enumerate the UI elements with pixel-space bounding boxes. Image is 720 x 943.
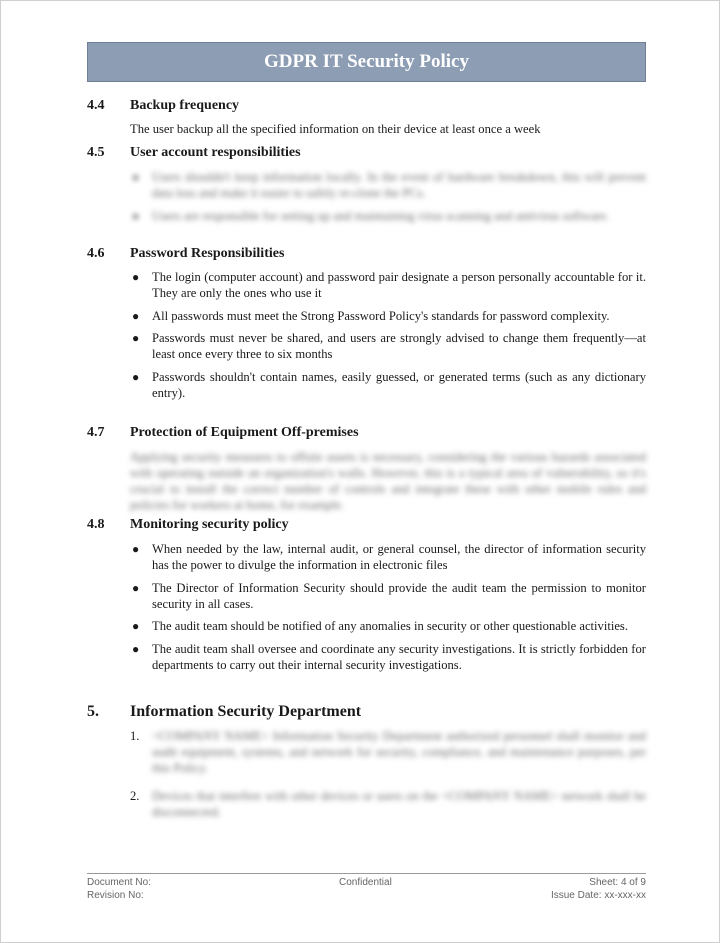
bullet-icon: ● [132, 542, 140, 556]
section-number: 4.6 [87, 246, 105, 261]
list-item: ● The login (computer account) and password pair designate a person personally accountable for it. They are only the ones who use it [132, 270, 646, 300]
list-item: 2. Devices that interfere with other devices or users on the <COMPANY NAME> network shall be disconnected. [130, 789, 646, 819]
list-item: ● Users shouldn't keep information locally. In the event of hardware breakdown, this will prevent data loss and make it easier to safely re-clone the PCs. [132, 170, 646, 200]
list-number: 2. [130, 789, 140, 803]
list-item: ● The Director of Information Security should provide the audit team the permission to monitor security in all cases. [132, 580, 646, 611]
footer-document-no: Document No: [87, 877, 151, 888]
bullet-icon: ● [132, 580, 140, 595]
section-title: User account responsibilities [130, 145, 301, 160]
section-number: 4.8 [87, 517, 105, 532]
footer-classification: Confidential [339, 877, 392, 888]
section-title: Monitoring security policy [130, 517, 289, 532]
footer-revision-no: Revision No: [87, 890, 144, 901]
list-item: ● The audit team shall oversee and coordinate any security investigations. It is strictly forbidden for departments to carry out their internal security investigations. [132, 641, 646, 672]
list-number: 1. [130, 729, 140, 743]
bullet-icon: ● [132, 331, 140, 345]
bullet-icon: ● [132, 208, 140, 223]
section-4-4-heading [87, 98, 239, 114]
document-title-banner [87, 42, 646, 82]
list-item: ● When needed by the law, internal audit, or general counsel, the director of information security has the power to divulge the information in electronic files [132, 542, 646, 572]
section-4-4-paragraph: The user backup all the specified information on their device at least once a week [130, 122, 541, 136]
bullet-icon: ● [132, 369, 140, 384]
section-title: Information Security Department [130, 703, 362, 720]
section-4-8-bullet-list [130, 541, 646, 679]
footer-issue-date: Issue Date: xx-xxx-xx [550, 890, 646, 901]
footer-sheet-number: Sheet: 4 of 9 [589, 877, 646, 888]
section-4-6-heading [87, 246, 284, 262]
list-item: ● All passwords must meet the Strong Password Policy's standards for password complexity. [132, 308, 610, 323]
section-number: 4.7 [87, 425, 105, 440]
section-5-heading [87, 703, 361, 721]
section-4-5-bullet-list [130, 169, 646, 230]
section-5-numbered-list [130, 728, 646, 832]
section-4-8-heading [87, 517, 289, 533]
list-item: ● Users are responsible for setting up and maintaining virus scanning and antivirus software. [132, 208, 610, 223]
footer-divider [87, 873, 646, 874]
bullet-icon: ● [132, 641, 140, 656]
section-title: Protection of Equipment Off-premises [130, 425, 359, 440]
bullet-icon: ● [132, 619, 140, 633]
bullet-icon: ● [132, 270, 140, 284]
document-title: GDPR IT Security Policy [264, 51, 469, 72]
section-number: 4.5 [87, 145, 105, 160]
list-item: ● The audit team should be notified of any anomalies in security or other questionable activities. [132, 619, 628, 633]
section-4-7-paragraph: Applying security measures to offsite assets is necessary, considering the various hazards associated with operating outside an organization's walls. However, this is a typical area of vulnerability, so it's crucial to install the correct number of controls and integrate these with other mobile rules and policies for workers at home, for example. [130, 450, 646, 512]
list-item: ● Passwords shouldn't contain names, easily guessed, or generated terms (such as any dictionary entry). [132, 369, 646, 400]
section-number: 5. [87, 703, 99, 720]
bullet-icon: ● [132, 308, 140, 323]
section-4-6-bullet-list [130, 269, 646, 407]
section-number: 4.4 [87, 98, 105, 113]
section-title: Backup frequency [130, 98, 240, 113]
section-4-7-heading [87, 425, 359, 441]
section-title: Password Responsibilities [130, 246, 285, 261]
list-item: 1. <COMPANY NAME> Information Security Department authorized personnel shall monitor and audit equipment, systems, and network for security, compliance, and maintenance purposes, per this Policy. [130, 729, 646, 775]
bullet-icon: ● [132, 170, 140, 184]
section-4-5-heading [87, 145, 301, 161]
list-item: ● Passwords must never be shared, and users are strongly advised to change them frequently—at least once every three to six months [132, 331, 646, 361]
